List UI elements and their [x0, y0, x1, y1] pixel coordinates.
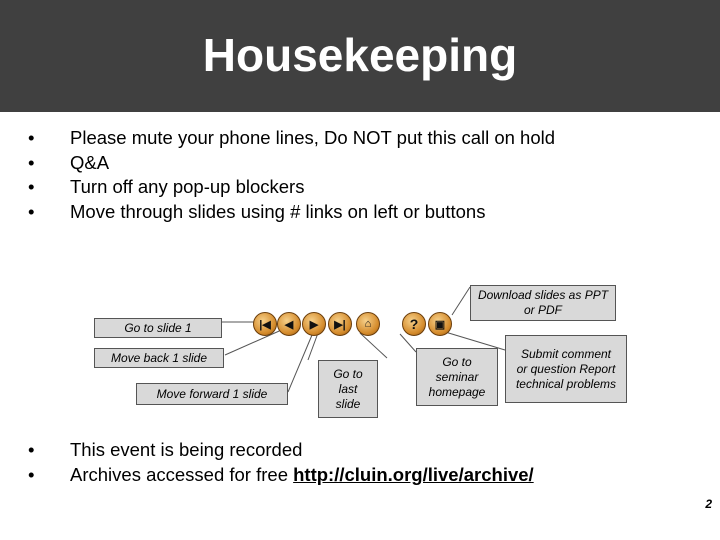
list-item: • Turn off any pop-up blockers [28, 175, 555, 200]
previous-slide-icon[interactable]: ◀ [277, 312, 301, 336]
list-item: • Please mute your phone lines, Do NOT put this call on hold [28, 126, 555, 151]
home-icon[interactable]: ⌂ [356, 312, 380, 336]
download-icon[interactable]: ▣ [428, 312, 452, 336]
go-to-last-slide-callout: Go to last slide [318, 360, 378, 418]
move-forward-callout: Move forward 1 slide [136, 383, 288, 405]
page-number: 2 [705, 497, 712, 511]
archives-text: Archives accessed for free [70, 463, 294, 485]
list-item: • Q&A [28, 151, 555, 176]
last-slide-icon[interactable]: ▶| [328, 312, 352, 336]
next-slide-icon[interactable]: ▶ [302, 312, 326, 336]
help-icon[interactable]: ? [402, 312, 426, 336]
go-to-seminar-callout: Go to seminar homepage [416, 348, 498, 406]
list-item: • This event is being recorded [28, 438, 534, 463]
archive-link[interactable]: http://cluin.org/live/archive/ [293, 463, 534, 485]
move-back-callout: Move back 1 slide [94, 348, 224, 368]
list-item: • Move through slides using # links on left or buttons [28, 200, 555, 225]
submit-comment-callout: Submit comment or question Report technical problems [505, 335, 627, 403]
event-info-list [28, 438, 534, 487]
go-to-first-slide-callout: Go to slide 1 [94, 318, 222, 338]
first-slide-icon[interactable]: |◀ [253, 312, 277, 336]
download-callout: Download slides as PPT or PDF [470, 285, 616, 321]
list-item [28, 463, 534, 488]
page-title: Housekeeping [202, 29, 518, 81]
